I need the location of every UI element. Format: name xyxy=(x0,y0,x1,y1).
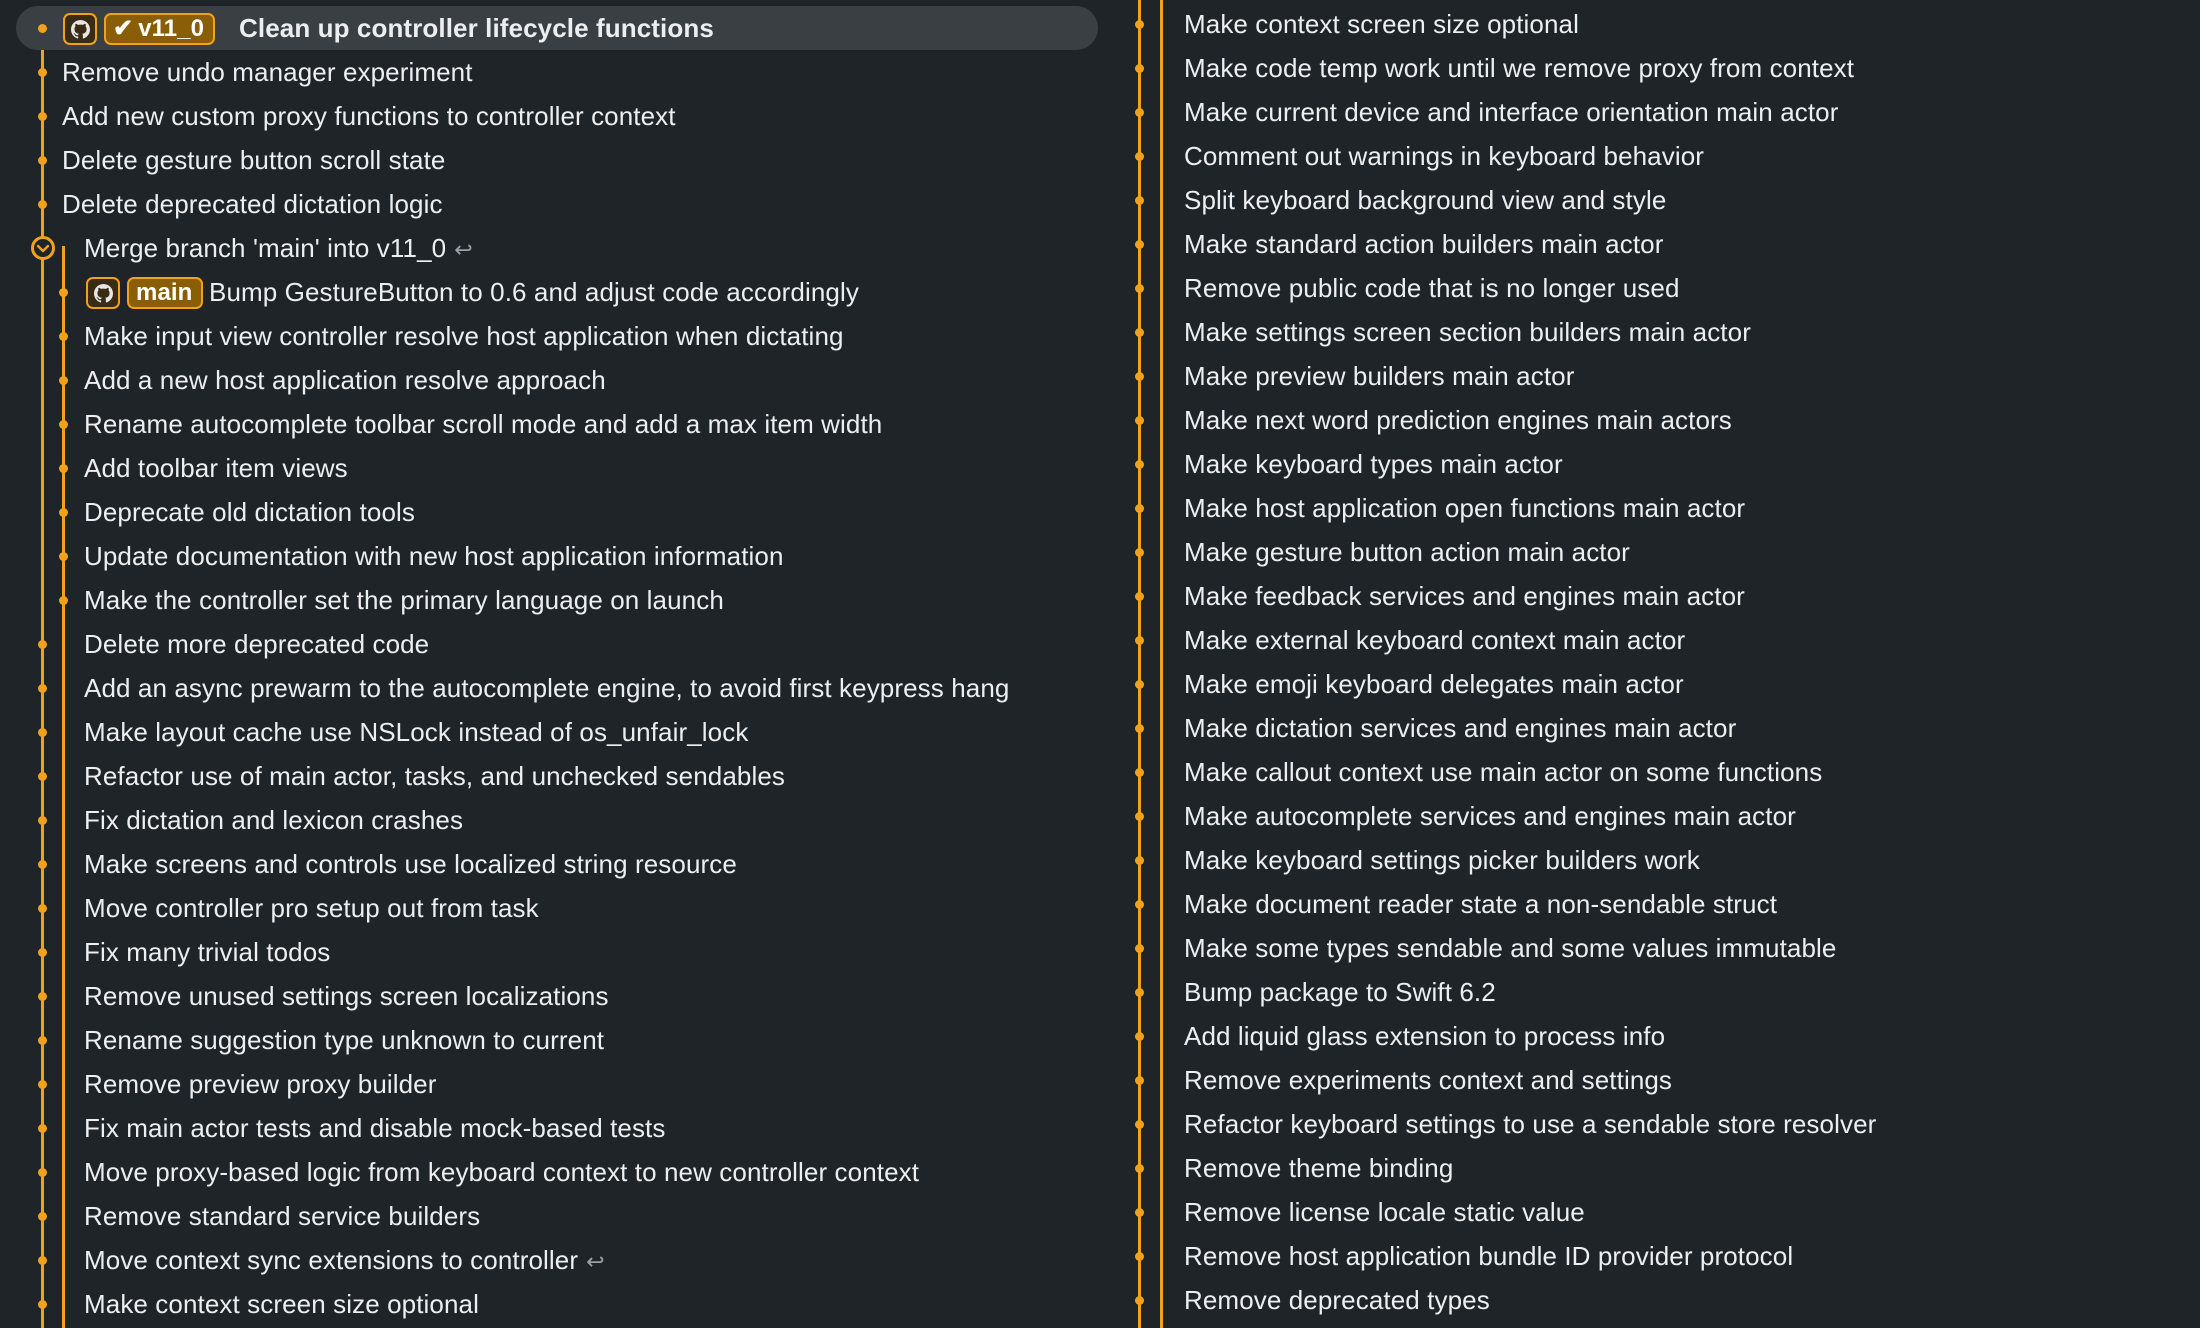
commit-row[interactable] xyxy=(0,1238,1104,1282)
commit-dot xyxy=(38,1080,47,1089)
commit-row[interactable] xyxy=(1104,530,2200,574)
github-icon xyxy=(63,13,97,45)
commit-row[interactable] xyxy=(1104,1058,2200,1102)
commit-message: Make host application open functions main actor xyxy=(1184,493,1746,523)
commit-dot xyxy=(59,552,68,561)
commit-message xyxy=(84,490,415,534)
commit-dot xyxy=(59,420,68,429)
commit-row[interactable] xyxy=(1104,750,2200,794)
commit-message: Remove undo manager experiment xyxy=(62,57,473,87)
checkmark-icon: ✔ xyxy=(113,15,134,42)
commit-message-text: Remove standard service builders xyxy=(84,1201,481,1231)
commit-message: Bump package to Swift 6.2 xyxy=(1184,977,1496,1007)
branch-tag-v11[interactable] xyxy=(104,13,215,45)
commit-dot xyxy=(38,1124,47,1133)
commit-row[interactable] xyxy=(0,402,1104,446)
commit-message: Make feedback services and engines main actor xyxy=(1184,581,1745,611)
commit-dot xyxy=(1135,1032,1144,1041)
commit-dot xyxy=(1135,108,1144,117)
commit-row[interactable] xyxy=(0,534,1104,578)
commit-row-main[interactable] xyxy=(0,270,1104,314)
commit-message: Make external keyboard context main actor xyxy=(1184,625,1686,655)
commit-graph-right-pane xyxy=(1104,0,2200,1328)
commit-row[interactable] xyxy=(1104,266,2200,310)
commit-dot xyxy=(1135,724,1144,733)
commit-message: Make document reader state a non-sendable struct xyxy=(1184,889,1778,919)
commit-message-text: Move controller pro setup out from task xyxy=(84,893,539,923)
branch-tag-label: main xyxy=(136,279,193,306)
commit-message xyxy=(84,534,784,578)
commit-row[interactable] xyxy=(1104,618,2200,662)
commit-message xyxy=(84,226,473,272)
commit-dot xyxy=(59,288,68,297)
commit-row[interactable] xyxy=(0,578,1104,622)
commit-message-text: Make the controller set the primary language on launch xyxy=(84,585,724,615)
commit-message-text: Fix many trivial todos xyxy=(84,937,331,967)
commit-dot xyxy=(59,376,68,385)
commit-message xyxy=(84,1194,480,1238)
commit-dot xyxy=(1135,1164,1144,1173)
commit-row[interactable] xyxy=(1104,486,2200,530)
commit-row[interactable] xyxy=(1104,882,2200,926)
commit-message-text: Rename suggestion type unknown to current xyxy=(84,1025,605,1055)
commit-dot xyxy=(1135,636,1144,645)
commit-message: Refactor keyboard settings to use a sendable store resolver xyxy=(1184,1109,1877,1139)
commit-row[interactable] xyxy=(0,710,1104,754)
commit-dot xyxy=(38,1256,47,1265)
commit-row[interactable] xyxy=(1104,1234,2200,1278)
commit-dot xyxy=(38,1212,47,1221)
commit-row[interactable] xyxy=(0,50,1104,94)
commit-message-text: Refactor use of main actor, tasks, and unchecked sendables xyxy=(84,761,785,791)
commit-message: Remove theme binding xyxy=(1184,1153,1454,1183)
commit-dot xyxy=(38,200,47,209)
commit-row[interactable] xyxy=(1104,970,2200,1014)
commit-message: Remove deprecated types xyxy=(1184,1285,1490,1315)
commit-message xyxy=(84,754,785,798)
commit-row[interactable] xyxy=(1104,442,2200,486)
commit-message: Make standard action builders main actor xyxy=(1184,229,1664,259)
commit-message-text: Move proxy-based logic from keyboard context to new controller context xyxy=(84,1157,920,1187)
commit-row[interactable] xyxy=(0,666,1104,710)
commit-message: Add new custom proxy functions to controller context xyxy=(62,101,676,131)
commit-row[interactable] xyxy=(0,1150,1104,1194)
commit-dot xyxy=(1135,196,1144,205)
commit-dot xyxy=(1135,64,1144,73)
commit-row[interactable] xyxy=(0,358,1104,402)
commit-message: Make code temp work until we remove proxy from context xyxy=(1184,53,1855,83)
commit-dot xyxy=(38,904,47,913)
commit-message xyxy=(84,1062,437,1106)
commit-message xyxy=(84,402,882,446)
commit-message: Add liquid glass extension to process info xyxy=(1184,1021,1666,1051)
commit-dot xyxy=(1135,944,1144,953)
commit-dot xyxy=(59,332,68,341)
commit-dot xyxy=(59,508,68,517)
commit-message-text: Delete more deprecated code xyxy=(84,629,430,659)
commit-row[interactable] xyxy=(0,974,1104,1018)
commit-message: Make autocomplete services and engines main actor xyxy=(1184,801,1796,831)
chevron-down-icon[interactable] xyxy=(31,236,55,260)
commit-message xyxy=(84,886,539,930)
commit-message xyxy=(84,358,606,402)
commit-dot xyxy=(38,728,47,737)
commit-message: Clean up controller lifecycle functions xyxy=(239,13,714,43)
commit-message: Remove license locale static value xyxy=(1184,1197,1585,1227)
commit-dot xyxy=(1135,372,1144,381)
commit-message-text: Make screens and controls use localized string resource xyxy=(84,849,737,879)
commit-message: Make context screen size optional xyxy=(1184,9,1579,39)
commit-message: Make some types sendable and some values immutable xyxy=(1184,933,1837,963)
commit-row[interactable] xyxy=(0,842,1104,886)
commit-message: Split keyboard background view and style xyxy=(1184,185,1667,215)
commit-message: Make next word prediction engines main actors xyxy=(1184,405,1732,435)
commit-dot xyxy=(59,464,68,473)
commit-row[interactable] xyxy=(0,1194,1104,1238)
commit-dot xyxy=(38,1168,47,1177)
commit-message: Make preview builders main actor xyxy=(1184,361,1575,391)
commit-message: Delete gesture button scroll state xyxy=(62,145,446,175)
commit-dot xyxy=(1135,416,1144,425)
commit-message xyxy=(84,1238,605,1284)
commit-dot xyxy=(38,948,47,957)
commit-row[interactable] xyxy=(1104,794,2200,838)
commit-message: Comment out warnings in keyboard behavior xyxy=(1184,141,1705,171)
commit-dot xyxy=(1135,988,1144,997)
commit-row[interactable] xyxy=(1104,134,2200,178)
commit-dot xyxy=(1135,1208,1144,1217)
commit-row[interactable] xyxy=(0,446,1104,490)
commit-message xyxy=(84,578,724,622)
commit-dot xyxy=(38,860,47,869)
commit-message-text: Deprecate old dictation tools xyxy=(84,497,415,527)
commit-message-text: Update documentation with new host application information xyxy=(84,541,784,571)
commit-dot xyxy=(1135,680,1144,689)
commit-dot xyxy=(1135,328,1144,337)
commit-message-text: Fix dictation and lexicon crashes xyxy=(84,805,464,835)
github-icon xyxy=(86,277,120,309)
commit-message-text: Make layout cache use NSLock instead of os_unfair_lock xyxy=(84,717,749,747)
commit-message-text: Rename autocomplete toolbar scroll mode and add a max item width xyxy=(84,409,883,439)
commit-message: Make settings screen section builders main actor xyxy=(1184,317,1751,347)
commit-message: Make dictation services and engines main actor xyxy=(1184,713,1737,743)
commit-row[interactable] xyxy=(0,138,1104,182)
commit-dot xyxy=(59,596,68,605)
commit-message: Make keyboard types main actor xyxy=(1184,449,1563,479)
commit-row[interactable] xyxy=(0,1282,1104,1326)
commit-message xyxy=(84,1106,665,1150)
commit-message: Delete deprecated dictation logic xyxy=(62,189,443,219)
commit-row[interactable] xyxy=(0,1018,1104,1062)
commit-dot xyxy=(1135,1252,1144,1261)
merge-message-text: Merge branch 'main' into v11_0 xyxy=(84,233,447,263)
commit-dot xyxy=(1135,812,1144,821)
commit-row[interactable] xyxy=(1104,222,2200,266)
commit-message xyxy=(84,974,609,1018)
commit-message-text: Make input view controller resolve host application when dictating xyxy=(84,321,844,351)
commit-message: Bump GestureButton to 0.6 and adjust code accordingly xyxy=(209,277,859,307)
commit-dot xyxy=(1135,548,1144,557)
commit-message xyxy=(84,666,1009,710)
commit-dot xyxy=(38,684,47,693)
commit-row[interactable] xyxy=(1104,310,2200,354)
return-arrow-icon: ↩ xyxy=(586,1249,605,1274)
commit-row[interactable] xyxy=(0,622,1104,666)
commit-row[interactable] xyxy=(1104,662,2200,706)
commit-dot xyxy=(1135,1296,1144,1305)
commit-dot xyxy=(1135,20,1144,29)
commit-row-merge[interactable] xyxy=(0,226,1104,270)
commit-row[interactable] xyxy=(1104,706,2200,750)
commit-dot xyxy=(1135,592,1144,601)
commit-row[interactable] xyxy=(1104,354,2200,398)
commit-message-text: Remove preview proxy builder xyxy=(84,1069,437,1099)
commit-message: Make emoji keyboard delegates main actor xyxy=(1184,669,1684,699)
commit-message xyxy=(84,798,463,842)
commit-row[interactable] xyxy=(1104,178,2200,222)
commit-row[interactable] xyxy=(1104,90,2200,134)
commit-row[interactable] xyxy=(1104,2,2200,46)
commit-dot xyxy=(38,640,47,649)
commit-row[interactable] xyxy=(1104,1190,2200,1234)
commit-message: Remove experiments context and settings xyxy=(1184,1065,1673,1095)
commit-message: Make keyboard settings picker builders work xyxy=(1184,845,1700,875)
commit-dot xyxy=(1135,240,1144,249)
commit-message: Make current device and interface orientation main actor xyxy=(1184,97,1839,127)
commit-dot xyxy=(1135,900,1144,909)
commit-message-text: Add a new host application resolve approach xyxy=(84,365,606,395)
commit-dot xyxy=(38,24,47,33)
commit-row[interactable] xyxy=(0,798,1104,842)
commit-row-head[interactable] xyxy=(16,6,1098,50)
commit-dot xyxy=(38,1036,47,1045)
commit-dot xyxy=(38,816,47,825)
commit-row[interactable] xyxy=(0,754,1104,798)
commit-message: Remove public code that is no longer used xyxy=(1184,273,1680,303)
branch-tag-main[interactable] xyxy=(127,277,203,309)
commit-row[interactable] xyxy=(1104,1102,2200,1146)
commit-row[interactable] xyxy=(1104,46,2200,90)
branch-tag-label: v11_0 xyxy=(138,15,205,42)
commit-message: Make callout context use main actor on some functions xyxy=(1184,757,1823,787)
commit-row[interactable] xyxy=(1104,926,2200,970)
commit-dot xyxy=(38,68,47,77)
commit-message xyxy=(84,930,330,974)
commit-dot xyxy=(1135,504,1144,513)
commit-row[interactable] xyxy=(1104,398,2200,442)
commit-row[interactable] xyxy=(0,930,1104,974)
commit-message xyxy=(84,314,844,358)
commit-message-text: Make context screen size optional xyxy=(84,1289,479,1319)
commit-dot xyxy=(38,156,47,165)
commit-dot xyxy=(38,772,47,781)
commit-message-text: Move context sync extensions to controller xyxy=(84,1245,579,1275)
commit-row[interactable] xyxy=(0,1106,1104,1150)
commit-dot xyxy=(1135,284,1144,293)
commit-row[interactable] xyxy=(0,182,1104,226)
commit-row[interactable] xyxy=(1104,1146,2200,1190)
commit-row[interactable] xyxy=(0,1062,1104,1106)
commit-dot xyxy=(1135,1076,1144,1085)
commit-message xyxy=(84,622,429,666)
commit-message-text: Add toolbar item views xyxy=(84,453,348,483)
commit-message: Remove host application bundle ID provider protocol xyxy=(1184,1241,1794,1271)
commit-message-text: Fix main actor tests and disable mock-based tests xyxy=(84,1113,666,1143)
commit-message xyxy=(84,1282,479,1326)
commit-row[interactable] xyxy=(0,94,1104,138)
commit-row[interactable] xyxy=(0,886,1104,930)
commit-row[interactable] xyxy=(0,314,1104,358)
commit-dot xyxy=(38,1300,47,1309)
commit-message xyxy=(84,446,348,490)
commit-message-text: Remove unused settings screen localizations xyxy=(84,981,609,1011)
commit-message xyxy=(84,1018,604,1062)
commit-message xyxy=(84,710,748,754)
commit-dot xyxy=(1135,1120,1144,1129)
commit-dot xyxy=(38,992,47,1001)
commit-message-text: Add an async prewarm to the autocomplete engine, to avoid first keypress hang xyxy=(84,673,1010,703)
commit-message: Make gesture button action main actor xyxy=(1184,537,1630,567)
commit-dot xyxy=(38,112,47,121)
commit-row[interactable] xyxy=(0,490,1104,534)
return-arrow-icon: ↩ xyxy=(454,237,473,262)
commit-dot xyxy=(1135,460,1144,469)
commit-row[interactable] xyxy=(1104,1014,2200,1058)
commit-message xyxy=(84,842,737,886)
commit-dot xyxy=(1135,768,1144,777)
commit-row[interactable] xyxy=(1104,574,2200,618)
commit-row[interactable] xyxy=(1104,1278,2200,1322)
commit-dot xyxy=(1135,152,1144,161)
commit-row[interactable] xyxy=(1104,838,2200,882)
commit-message xyxy=(84,1150,919,1194)
commit-dot xyxy=(1135,856,1144,865)
